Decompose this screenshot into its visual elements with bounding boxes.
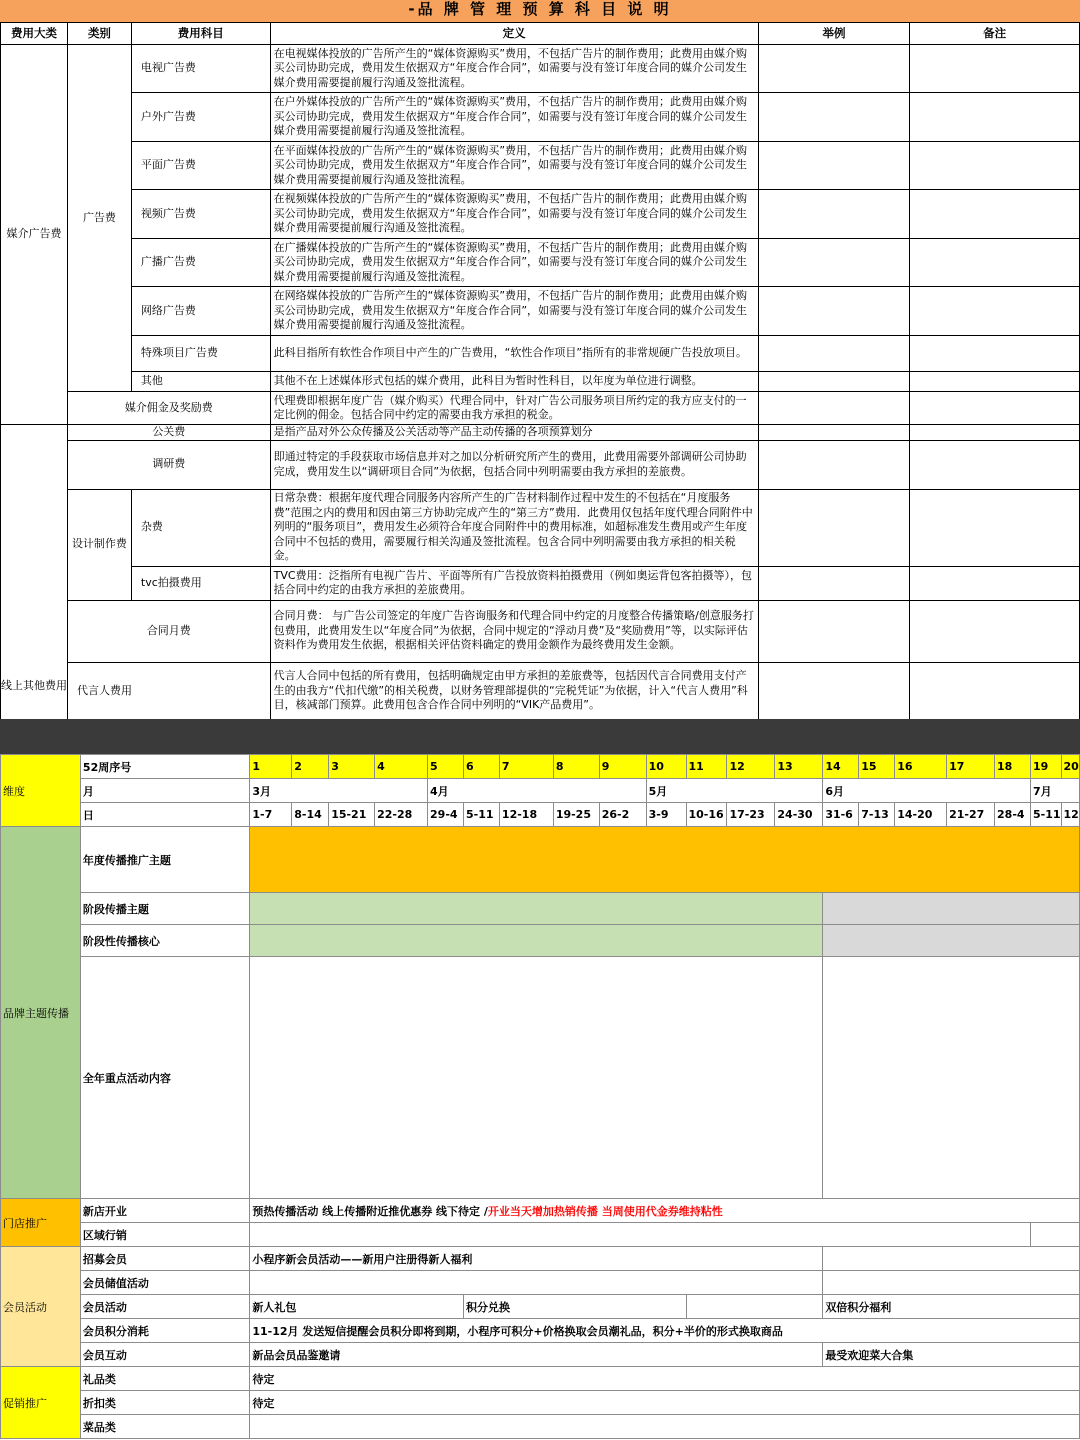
plan-row — [1, 1295, 1080, 1319]
new-store-highlight: 开业当天增加热销传播 当周使用代金券维持粘性 — [487, 1204, 723, 1218]
day-cell: 14-20 — [895, 803, 947, 827]
week-cell: 8 — [553, 755, 599, 779]
day-cell: 12 — [1061, 803, 1079, 827]
row-label: 会员储值活动 — [80, 1271, 249, 1295]
day-cell: 29-4 — [428, 803, 464, 827]
item-name: 视频广告费 — [131, 190, 270, 239]
day-cell: 5-11 — [463, 803, 499, 827]
table-row — [1, 566, 1080, 600]
row-label: 折扣类 — [80, 1391, 249, 1415]
note-cell — [910, 287, 1080, 336]
item-definition: 合同月费： 与广告公司签定的年度广告咨询服务和代理合同中约定的月度整合传播策略/创意服务打包费用，此费用发生以“年度合同”为依据，合同中规定的“浮动月费”及“奖励费用”等，以实际评估资料作为费用发生依据，根据相关评估资料确定的费用金额作为最终费用发生金额。 — [270, 600, 758, 662]
day-cell: 1-7 — [250, 803, 292, 827]
example-cell — [758, 662, 910, 720]
week-cell: 3 — [329, 755, 375, 779]
month-label: 月 — [80, 779, 249, 803]
row-label: 年度传播推广主题 — [80, 827, 249, 893]
item-name: 其他 — [131, 372, 270, 392]
day-cell: 31-6 — [823, 803, 859, 827]
item-name: 广播广告费 — [131, 239, 270, 287]
example-cell — [758, 190, 910, 239]
category-ad-fee: 广告费 — [68, 45, 132, 392]
item-definition: 即通过特定的手段获取市场信息并对之加以分析研究所产生的费用，此费用需要外部调研公司协助完成，费用发生以“调研项目合同”为依据，包括合同中列明需要由我方承担的差旅费。 — [270, 440, 758, 489]
month-row — [1, 779, 1080, 803]
day-cell: 24-30 — [775, 803, 823, 827]
header-cell: 备注 — [910, 23, 1080, 45]
note-cell — [910, 45, 1080, 93]
example-cell — [758, 372, 910, 392]
category-design: 设计制作费 — [68, 489, 132, 600]
category-online-other: 线上其他费用 — [1, 425, 68, 721]
dimension-label: 维度 — [1, 755, 81, 827]
header-cell: 类别 — [68, 23, 132, 45]
plan-row — [1, 1391, 1080, 1415]
plan-row — [1, 1271, 1080, 1295]
stage-core-gray — [823, 925, 1080, 957]
row-label: 会员互动 — [80, 1343, 249, 1367]
empty-cell — [823, 1271, 1080, 1295]
note-cell — [910, 662, 1080, 720]
empty-cell — [686, 1295, 823, 1319]
plan-row — [1, 1319, 1080, 1343]
example-cell — [758, 600, 910, 662]
note-cell — [910, 440, 1080, 489]
note-cell — [910, 336, 1080, 372]
row-label: 全年重点活动内容 — [80, 957, 249, 1199]
table-row — [1, 142, 1080, 190]
header-cell: 费用大类 — [1, 23, 68, 45]
table-row — [1, 489, 1080, 566]
item-name: 特殊项目广告费 — [131, 336, 270, 372]
table-row — [1, 440, 1080, 489]
key-activities-cell — [823, 957, 1080, 1199]
item-name: 代言人费用 — [68, 662, 271, 720]
day-cell: 28-4 — [995, 803, 1031, 827]
item-name: 户外广告费 — [131, 93, 270, 142]
new-store-text: 预热传播活动 线上传播附近推优惠券 线下待定 / — [252, 1204, 488, 1218]
day-cell: 8-14 — [292, 803, 329, 827]
week-cell: 18 — [995, 755, 1031, 779]
note-cell — [910, 239, 1080, 287]
empty-cell — [823, 1247, 1080, 1271]
item-name: 平面广告费 — [131, 142, 270, 190]
note-cell — [910, 489, 1080, 566]
item-definition: TVC费用：泛指所有电视广告片、平面等所有广告投放资料拍摄费用（例如奥运背包客拍摄等），包括合同中约定的由我方承担的差旅费用。 — [270, 566, 758, 600]
example-cell — [758, 45, 910, 93]
note-cell — [910, 93, 1080, 142]
row-label: 招募会员 — [80, 1247, 249, 1271]
item-definition: 代理费即根据年度广告（媒介购买）代理合同中，针对广告公司服务项目所约定的我方应支付的一定比例的佣金。包括合同中约定的需要由我方承担的税金。 — [270, 392, 758, 425]
group-promotion: 促销推广 — [1, 1367, 81, 1439]
dish-plan — [250, 1415, 1080, 1439]
item-name: 公关费 — [68, 425, 271, 441]
stage-theme-gray — [823, 893, 1080, 925]
plan-row — [1, 1367, 1080, 1391]
table-row — [1, 372, 1080, 392]
day-cell: 5-11 — [1030, 803, 1061, 827]
category-media-ad: 媒介广告费 — [1, 45, 68, 425]
example-cell — [758, 142, 910, 190]
example-cell — [758, 392, 910, 425]
note-cell — [910, 392, 1080, 425]
new-store-plan — [250, 1199, 1080, 1223]
stage-core-bar — [250, 925, 823, 957]
header-cell: 举例 — [758, 23, 910, 45]
day-cell: 10-16 — [686, 803, 727, 827]
week-cell: 20 — [1061, 755, 1079, 779]
gift-plan: 待定 — [250, 1367, 1080, 1391]
day-cell: 17-23 — [727, 803, 775, 827]
page-title: -品 牌 管 理 预 算 科 目 说 明 — [0, 0, 1080, 22]
week-cell: 19 — [1030, 755, 1061, 779]
month-cell: 3月 — [250, 779, 428, 803]
example-cell — [758, 566, 910, 600]
group-store-promo: 门店推广 — [1, 1199, 81, 1247]
day-cell: 21-27 — [947, 803, 995, 827]
note-cell — [910, 566, 1080, 600]
table-row — [1, 287, 1080, 336]
note-cell — [910, 190, 1080, 239]
day-cell: 15-21 — [329, 803, 375, 827]
item-definition: 在平面媒体投放的广告所产生的“媒体资源购买”费用，不包括广告片的制作费用；此费用由媒介购买公司协助完成，费用发生依据双方“年度合作合同”，如需要与没有签订年度合同的媒介公司发生媒介费用需要提前履行沟通及签批流程。 — [270, 142, 758, 190]
plan-row — [1, 1247, 1080, 1271]
note-cell — [910, 600, 1080, 662]
item-name: 合同月费 — [68, 600, 271, 662]
note-cell — [910, 372, 1080, 392]
tasting-plan: 新品会员品鉴邀请 — [250, 1343, 823, 1367]
gift-pack-plan: 新人礼包 — [250, 1295, 464, 1319]
favorite-plan: 最受欢迎菜大合集 — [823, 1343, 1080, 1367]
item-name: 杂费 — [131, 489, 270, 566]
item-definition: 在户外媒体投放的广告所产生的“媒体资源购买”费用，不包括广告片的制作费用；此费用由媒介购买公司协助完成，费用发生依据双方“年度合作合同”，如需要与没有签订年度合同的媒介公司发生媒介费用需要提前履行沟通及签批流程。 — [270, 93, 758, 142]
group-member: 会员活动 — [1, 1247, 81, 1367]
week-row — [1, 755, 1080, 779]
stage-theme-bar — [250, 893, 823, 925]
week-cell: 17 — [947, 755, 995, 779]
week-cell: 16 — [895, 755, 947, 779]
empty-cell — [250, 1271, 823, 1295]
item-definition: 日常杂费：根据年度代理合同服务内容所产生的广告材料制作过程中发生的不包括在“月度服务费”范围之内的费用和因由第三方协助完成产生的“第三方”费用．此费用仅包括年度代理合同附件中列明的“服务项目”，费用发生必须符合年度合同附件中的费用标准，如超标准发生费用或产生年度合同中不包括的费用，需要履行相关沟通及签批流程。包含合同中列明需要由我方承担的相关税金。 — [270, 489, 758, 566]
item-name: 网络广告费 — [131, 287, 270, 336]
week-cell: 5 — [428, 755, 464, 779]
day-cell: 12-18 — [499, 803, 553, 827]
table-row — [1, 600, 1080, 662]
table-row — [1, 45, 1080, 93]
item-definition: 在网络媒体投放的广告所产生的“媒体资源购买”费用，不包括广告片的制作费用；此费用由媒介购买公司协助完成，费用发生依据双方“年度合作合同”，如需要与没有签订年度合同的媒介公司发生媒介费用需要提前履行沟通及签批流程。 — [270, 287, 758, 336]
week-cell: 4 — [375, 755, 428, 779]
week-cell: 11 — [686, 755, 727, 779]
row-label: 菜品类 — [80, 1415, 249, 1439]
table-row — [1, 239, 1080, 287]
week-cell: 14 — [823, 755, 859, 779]
month-cell: 4月 — [428, 779, 647, 803]
annual-plan-table — [0, 754, 1080, 1439]
week-cell: 6 — [463, 755, 499, 779]
plan-row — [1, 893, 1080, 925]
group-brand-theme: 品牌主题传播 — [1, 827, 81, 1199]
month-cell: 7月 — [1030, 779, 1079, 803]
item-name: 调研费 — [68, 440, 271, 489]
item-definition: 代言人合同中包括的所有费用，包括明确规定由甲方承担的差旅费等，包括因代言合同费用支付产生的由我方“代扣代缴”的相关税费，以财务管理部提供的“完税凭证”为依据，计入“代言人费用”科目，核减部门预算。此费用包含合作合同中列明的“VIK产品费用”。 — [270, 662, 758, 720]
table-row — [1, 425, 1080, 441]
table-header-row — [1, 23, 1080, 45]
item-name: 电视广告费 — [131, 45, 270, 93]
regional-cell — [250, 1223, 1031, 1247]
day-label: 日 — [80, 803, 249, 827]
note-cell — [910, 425, 1080, 441]
week-cell: 7 — [499, 755, 553, 779]
table-row — [1, 93, 1080, 142]
row-label: 会员活动 — [80, 1295, 249, 1319]
example-cell — [758, 425, 910, 441]
item-definition: 在电视媒体投放的广告所产生的“媒体资源购买”费用，不包括广告片的制作费用；此费用由媒介购买公司协助完成，费用发生依据双方“年度合作合同”，如需要与没有签订年度合同的媒介公司发生媒介费用需要提前履行沟通及签批流程。 — [270, 45, 758, 93]
points-exchange-plan: 积分兑换 — [463, 1295, 686, 1319]
day-cell: 26-2 — [599, 803, 646, 827]
item-definition: 其他不在上述媒体形式包括的媒介费用，此科目为暂时性科目，以年度为单位进行调整。 — [270, 372, 758, 392]
discount-plan: 待定 — [250, 1391, 1080, 1415]
week-label: 52周序号 — [80, 755, 249, 779]
day-cell: 7-13 — [859, 803, 895, 827]
week-cell: 10 — [646, 755, 686, 779]
week-cell: 13 — [775, 755, 823, 779]
plan-row — [1, 957, 1080, 1199]
example-cell — [758, 489, 910, 566]
example-cell — [758, 336, 910, 372]
row-label: 礼品类 — [80, 1367, 249, 1391]
day-cell: 3-9 — [646, 803, 686, 827]
item-name: 媒介佣金及奖励费 — [68, 392, 271, 425]
example-cell — [758, 93, 910, 142]
points-consume-plan: 11-12月 发送短信提醒会员积分即将到期，小程序可积分+价格换取会员潮礼品，积分+半价的形式换取商品 — [250, 1319, 1080, 1343]
example-cell — [758, 287, 910, 336]
month-cell: 6月 — [823, 779, 1031, 803]
plan-row — [1, 1199, 1080, 1223]
row-label: 会员积分消耗 — [80, 1319, 249, 1343]
plan-row — [1, 1343, 1080, 1367]
row-label: 新店开业 — [80, 1199, 249, 1223]
section-divider — [0, 719, 1080, 754]
week-cell: 9 — [599, 755, 646, 779]
row-label: 阶段性传播核心 — [80, 925, 249, 957]
table-row — [1, 190, 1080, 239]
day-cell: 19-25 — [553, 803, 599, 827]
week-cell: 12 — [727, 755, 775, 779]
item-definition: 此科目指所有软性合作项目中产生的广告费用，“软性合作项目”指所有的非常规硬广告投放项目。 — [270, 336, 758, 372]
key-activities-cell — [250, 957, 823, 1199]
table-row — [1, 392, 1080, 425]
plan-row — [1, 1415, 1080, 1439]
note-cell — [910, 142, 1080, 190]
table-row — [1, 336, 1080, 372]
header-cell: 费用科目 — [131, 23, 270, 45]
annual-theme-bar — [250, 827, 1080, 893]
table-row — [1, 662, 1080, 720]
header-cell: 定义 — [270, 23, 758, 45]
budget-definition-table — [0, 22, 1080, 721]
double-points-plan: 双倍积分福利 — [823, 1295, 1080, 1319]
item-name: tvc拍摄费用 — [131, 566, 270, 600]
plan-row — [1, 1223, 1080, 1247]
example-cell — [758, 239, 910, 287]
example-cell — [758, 440, 910, 489]
week-cell: 15 — [859, 755, 895, 779]
row-label: 区域行销 — [80, 1223, 249, 1247]
day-cell: 22-28 — [375, 803, 428, 827]
row-label: 阶段传播主题 — [80, 893, 249, 925]
month-cell: 5月 — [646, 779, 823, 803]
week-cell: 1 — [250, 755, 292, 779]
item-definition: 在视频媒体投放的广告所产生的“媒体资源购买”费用，不包括广告片的制作费用；此费用由媒介购买公司协助完成，费用发生依据双方“年度合作合同”，如需要与没有签订年度合同的媒介公司发生媒介费用需要提前履行沟通及签批流程。 — [270, 190, 758, 239]
day-row — [1, 803, 1080, 827]
plan-row — [1, 827, 1080, 893]
plan-row — [1, 925, 1080, 957]
item-definition: 在广播媒体投放的广告所产生的“媒体资源购买”费用，不包括广告片的制作费用；此费用由媒介购买公司协助完成，费用发生依据双方“年度合作合同”，如需要与没有签订年度合同的媒介公司发生媒介费用需要提前履行沟通及签批流程。 — [270, 239, 758, 287]
item-definition: 是指产品对外公众传播及公关活动等产品主动传播的各项预算划分 — [270, 425, 758, 441]
regional-cell — [1030, 1223, 1079, 1247]
week-cell: 2 — [292, 755, 329, 779]
recruit-plan: 小程序新会员活动——新用户注册得新人福利 — [250, 1247, 823, 1271]
